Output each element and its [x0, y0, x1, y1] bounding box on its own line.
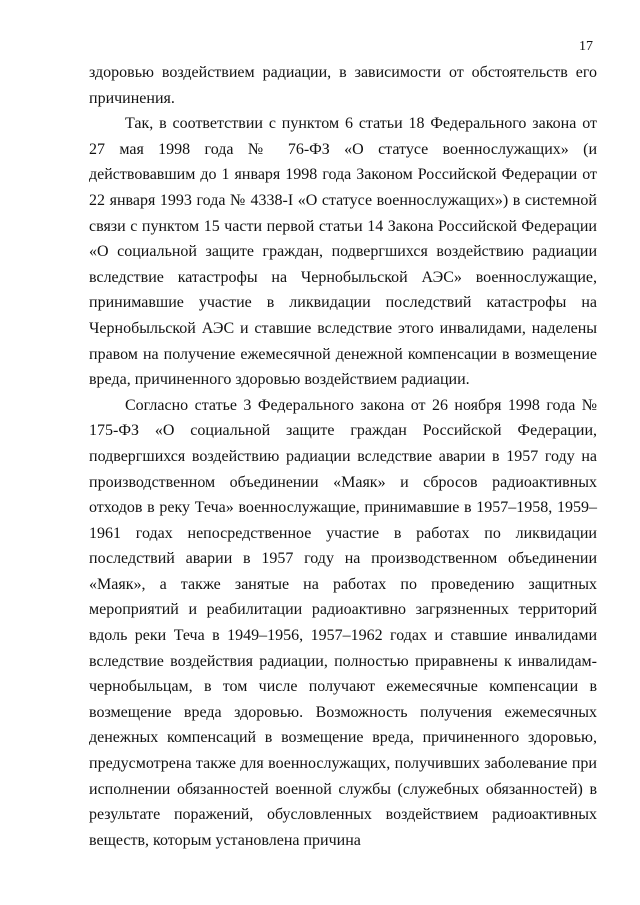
paragraph-continuation: здоровью воздействием радиации, в зависимости от обстоятельств его причинения. [89, 64, 597, 107]
paragraph-military-status-law: Так, в соответствии с пунктом 6 статьи 18 Федерального закона от 27 мая 1998 года № 76-ФЗ «О статусе военнослужащих» (и действовавшим до 1 января 1998 года Законом Российской Федерации от 22 января 1993 года № 4338-I «О статусе военнослужащих») в системной связи с пунктом 15 части первой статьи 14 Закона Российской Федерации «О социальной защите граждан, подвергшихся воздействию радиации вследствие катастрофы на Чернобыльской АЭС» военнослужащие, принимавшие участие в ликвидации последствий катастрофы на Чернобыльской АЭС и ставшие вследствие этого инвалидами, наделены правом на получение ежемесячной денежной компенсации в возмещение вреда, причиненного здоровью воздействием радиации. [89, 115, 597, 389]
page-number: 17 [579, 39, 593, 54]
document-body [89, 60, 597, 853]
paragraph-mayak-law: Согласно статье 3 Федерального закона от 26 ноября 1998 года № 175-ФЗ «О социальной защите граждан Российской Федерации, подвергшихся воздействию радиации вследствие аварии в 1957 году на производственном объединении «Маяк» и сбросов радиоактивных отходов в реку Теча» военнослужащие, принимавшие в 1957–1958, 1959–1961 годах непосредственное участие в работах по ликвидации последствий аварии в 1957 году на производственном объединении «Маяк», а также занятые на работах по проведению защитных мероприятий и реабилитации радиоактивно загрязненных территорий вдоль реки Теча в 1949–1956, 1957–1962 годах и ставшие инвалидами вследствие воздействия радиации, полностью приравнены к инвалидам-чернобыльцам, в том числе получают ежемесячные компенсации в возмещение вреда здоровью. Возможность получения ежемесячных денежных компенсаций в возмещение вреда, причиненного здоровью, предусмотрена также для военнослужащих, получивших заболевание при исполнении обязанностей военной службы (служебных обязанностей) в результате поражений, обусловленных воздействием радиоактивных веществ, которым установлена причина [89, 396, 597, 849]
